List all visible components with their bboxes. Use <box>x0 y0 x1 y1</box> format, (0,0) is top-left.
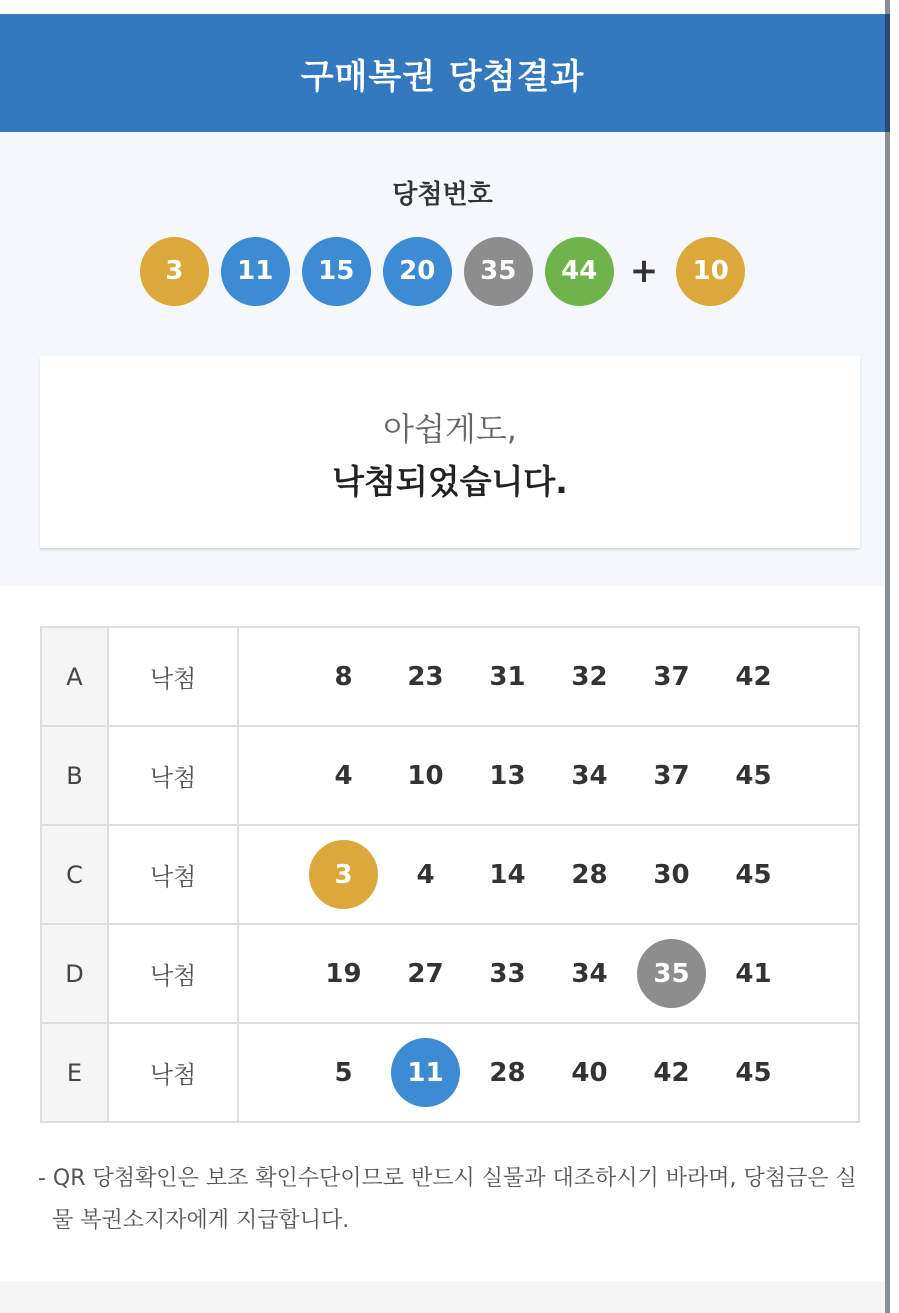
game-row <box>41 825 859 924</box>
matched-number-ball: 3 <box>309 840 378 909</box>
scrollbar[interactable] <box>885 0 890 1313</box>
game-number: 13 <box>489 760 526 791</box>
game-letter: C <box>41 825 108 924</box>
game-numbers-cell <box>238 726 859 825</box>
winning-numbers-label: 당첨번호 <box>392 180 493 210</box>
game-letter: D <box>41 924 108 1023</box>
game-numbers <box>309 741 858 810</box>
game-number: 41 <box>735 958 772 989</box>
game-number: 32 <box>571 661 608 692</box>
game-numbers <box>309 642 858 711</box>
matched-number-ball: 35 <box>637 939 706 1008</box>
winning-ball: 20 <box>383 237 452 306</box>
game-number: 5 <box>334 1057 353 1088</box>
game-number: 8 <box>334 661 353 692</box>
game-numbers <box>309 1038 858 1107</box>
game-number: 45 <box>735 1057 772 1088</box>
game-letter: A <box>41 627 108 726</box>
notice-text: - QR 당첨확인은 보조 확인수단이므로 반드시 실물과 대조하시기 바라며, 당첨금은 실물 복권소지자에게 지급합니다. <box>38 1166 857 1233</box>
game-numbers-cell <box>238 924 859 1023</box>
plus-sign: + <box>629 250 659 291</box>
game-number: 23 <box>407 661 444 692</box>
game-row <box>41 924 859 1023</box>
game-number: 10 <box>407 760 444 791</box>
scrollbar-header-segment <box>885 14 890 132</box>
matched-number-ball: 11 <box>391 1038 460 1107</box>
game-number: 34 <box>571 760 608 791</box>
top-strip <box>0 0 899 14</box>
game-numbers-cell <box>238 627 859 726</box>
bonus-ball: 10 <box>676 237 745 306</box>
game-number: 28 <box>489 1057 526 1088</box>
game-row <box>41 726 859 825</box>
game-numbers-cell <box>238 825 859 924</box>
game-number: 19 <box>325 958 362 989</box>
game-number: 42 <box>735 661 772 692</box>
game-letter: E <box>41 1023 108 1122</box>
game-number: 45 <box>735 859 772 890</box>
winning-ball: 11 <box>221 237 290 306</box>
game-number: 33 <box>489 958 526 989</box>
game-status: 낙첨 <box>108 825 238 924</box>
page-title: 구매복권 당첨결과 <box>300 56 585 97</box>
game-number: 31 <box>489 661 526 692</box>
result-message-line1: 아쉽게도, <box>383 410 517 448</box>
winning-ball: 35 <box>464 237 533 306</box>
result-card <box>40 356 860 548</box>
game-status: 낙첨 <box>108 726 238 825</box>
winning-balls-row <box>0 236 885 306</box>
game-numbers <box>309 840 858 909</box>
winning-numbers-section <box>0 132 885 586</box>
game-number: 4 <box>416 859 435 890</box>
game-status: 낙첨 <box>108 924 238 1023</box>
game-number: 45 <box>735 760 772 791</box>
game-row <box>41 1023 859 1122</box>
game-number: 27 <box>407 958 444 989</box>
result-message-line2: 낙첨되었습니다. <box>332 462 568 501</box>
game-number: 42 <box>653 1057 690 1088</box>
header <box>0 14 885 132</box>
game-number: 4 <box>334 760 353 791</box>
game-numbers <box>309 939 858 1008</box>
game-number: 14 <box>489 859 526 890</box>
games-table <box>40 626 860 1123</box>
game-number: 30 <box>653 859 690 890</box>
game-numbers-cell <box>238 1023 859 1122</box>
game-status: 낙첨 <box>108 627 238 726</box>
game-number: 40 <box>571 1057 608 1088</box>
winning-ball: 44 <box>545 237 614 306</box>
game-status: 낙첨 <box>108 1023 238 1122</box>
winning-ball: 15 <box>302 237 371 306</box>
game-number: 28 <box>571 859 608 890</box>
game-number: 37 <box>653 760 690 791</box>
footer-bar <box>0 1281 885 1313</box>
game-letter: B <box>41 726 108 825</box>
game-row <box>41 627 859 726</box>
game-number: 37 <box>653 661 690 692</box>
winning-ball: 3 <box>140 237 209 306</box>
game-number: 34 <box>571 958 608 989</box>
